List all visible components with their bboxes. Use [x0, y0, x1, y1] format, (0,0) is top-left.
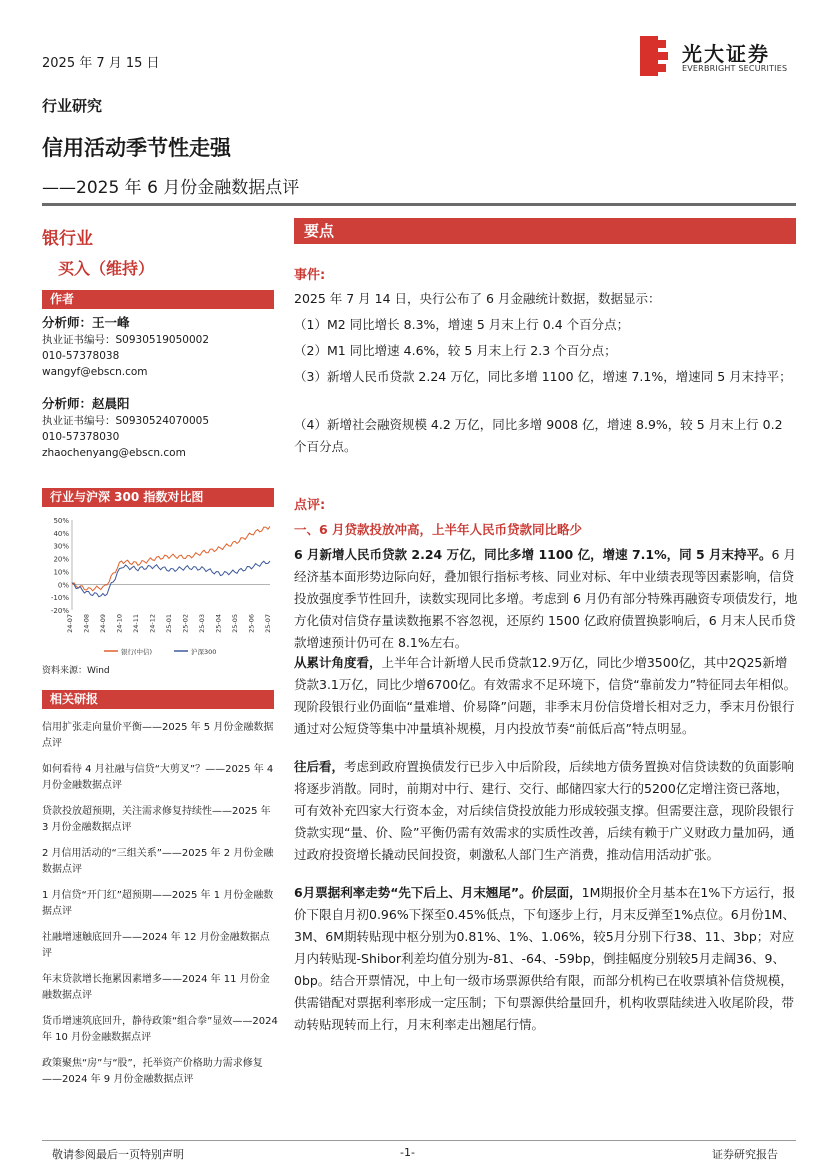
related-reports-list: [42, 720, 278, 1098]
y-tick-label: 10%: [53, 568, 69, 577]
x-tick-label: 25-05: [231, 614, 239, 633]
chart-source: 资料来源：Wind: [42, 666, 110, 676]
paragraph-4-lead: 6月票据利率走势“先下后上、月末翘尾”。价层面，: [294, 885, 582, 900]
related-report-link[interactable]: 货币增速筑底回升，静待政策“组合拳”显效——2024 年 10 月份金融数据点评: [42, 1016, 278, 1043]
x-tick-label: 25-04: [214, 614, 223, 633]
x-tick-label: 25-06: [247, 614, 256, 633]
everbright-logo-icon: [640, 36, 670, 76]
y-tick-label: 30%: [53, 542, 69, 551]
paragraph-1-body: 6 月经济基本面形势边际向好，叠加银行指标考核、同业对标、年中业绩表现等因素影响，信贷投放强度季节性回升，读数实现同比多增。考虑到 6 月仍有部分特殊再融资专项债发行，地方化债对信贷存量读数拖累不容忽视，还原约 1500 亿政府债置换影响后，6 月末人民币贷款增速预计仍可在 8.1%左右。: [294, 547, 798, 650]
event-label: 事件:: [294, 268, 326, 283]
page-subtitle: ——2025 年 6 月份金融数据点评: [42, 178, 300, 198]
paragraph-3-lead: 往后看，: [294, 759, 345, 774]
related-report-link[interactable]: 如何看待 4 月社融与信贷“大剪叉”？——2025 年 4 月份金融数据点评: [42, 764, 274, 791]
y-tick-label: -10%: [50, 594, 69, 603]
chart-section-header: 行业与沪深 300 指数对比图: [42, 488, 274, 507]
legend-label: 沪深300: [191, 648, 217, 656]
paragraph-2-lead: 从累计角度看，: [294, 655, 382, 670]
analyst-email[interactable]: wangyf@ebscn.com: [42, 366, 148, 378]
x-tick-label: 24-07: [66, 614, 74, 633]
paragraph-2: [294, 652, 798, 740]
legend-label: 银行(中信): [121, 648, 153, 656]
related-report-link[interactable]: 1 月信贷“开门红”超预期——2025 年 1 月份金融数据点评: [42, 890, 274, 917]
paragraph-3-body: 考虑到政府置换债发行已步入中后阶段，后续地方债务置换对信贷读数的负面影响将逐步消散。同时，前期对中行、建行、交行、邮储四家大行的5200亿定增注资已落地，可有效补充四家大行资本金，对后续信贷投放能力形成较强支撑。但需要注意，现阶段银行贷款实现“量、价、险”平衡仍需有效需求的实质性改善，后续有赖于广义财政力量加码，通过政府投资增长撬动民间投资，刺激私人部门生产消费，推动信用活动扩张。: [294, 759, 795, 862]
related-report-link[interactable]: 2 月信用活动的“三组关系”——2025 年 2 月份金融数据点评: [42, 848, 274, 875]
index-comparison-chart: [42, 512, 274, 660]
x-tick-label: 25-03: [198, 614, 206, 633]
footer-report-label: 证券研究报告: [712, 1148, 778, 1161]
related-section-header: 相关研报: [42, 690, 274, 709]
x-tick-label: 24-11: [132, 614, 140, 633]
related-report-link[interactable]: 社融增速触底回升——2024 年 12 月份金融数据点评: [42, 932, 270, 959]
event-intro: 2025 年 7 月 14 日，央行公布了 6 月金融统计数据，数据显示：: [294, 291, 661, 306]
event-item: （3）新增人民币贷款 2.24 万亿，同比多增 1100 亿，增速 7.1%，增速同 5 月末持平；: [294, 369, 792, 384]
report-type: 行业研究: [42, 97, 103, 115]
related-report-link[interactable]: 贷款投放超预期，关注需求修复持续性——2025 年 3 月份金融数据点评: [42, 806, 271, 833]
y-tick-label: 50%: [53, 517, 69, 525]
related-report-link[interactable]: 年末贷款增长拖累因素增多——2024 年 11 月份金融数据点评: [42, 974, 270, 1001]
x-tick-label: 25-02: [181, 614, 190, 633]
analyst-cert: 执业证书编号：S0930519050002: [42, 334, 210, 346]
analyst-phone: 010-57378038: [42, 350, 120, 362]
paragraph-2-body: 上半年合计新增人民币贷款12.9万亿，同比少增3500亿，其中2Q25新增贷款3.1万亿，同比少增6700亿。有效需求不足环境下，信贷“靠前发力”特征同去年相似。现阶段银行业仍面临“量难增、价易降”问题，非季末月份信贷增长相对乏力，季末月份银行通过对公短贷等集中冲量填补规模，月内投放节奏“前低后高”特点明显。: [294, 655, 797, 736]
section-heading: 一、6 月贷款投放冲高，上半年人民币贷款同比略少: [294, 522, 583, 537]
industry-name: 银行业: [42, 229, 93, 249]
x-tick-label: 25-01: [165, 614, 173, 633]
analyst-cert: 执业证书编号：S0930524070005: [42, 415, 210, 427]
event-item: （1）M2 同比增长 8.3%，增速 5 月末上行 0.4 个百分点；: [294, 317, 630, 332]
event-item: （2）M1 同比增速 4.6%，较 5 月末上行 2.3 个百分点；: [294, 343, 617, 358]
logo-chinese-name: 光大证券: [682, 42, 770, 66]
y-tick-label: 40%: [53, 529, 69, 538]
related-report-link[interactable]: 政策聚焦“房”与“股”，托举资产价格助力需求修复——2024 年 9 月份金融数据点评: [42, 1058, 263, 1085]
series-line-1: [72, 561, 270, 597]
paragraph-1-lead: 6 月新增人民币贷款 2.24 万亿，同比多增 1100 亿，增速 7.1%，同 5 月末持平。: [294, 547, 772, 562]
rating-badge: 买入（维持）: [58, 259, 155, 278]
chart-canvas: [42, 512, 274, 660]
y-tick-label: 20%: [53, 555, 69, 564]
analyst-card: [42, 314, 209, 380]
x-tick-label: 24-10: [115, 614, 124, 633]
analyst-email[interactable]: zhaochenyang@ebscn.com: [42, 447, 186, 459]
report-date: 2025 年 7 月 15 日: [42, 56, 160, 71]
footer-divider: [42, 1140, 796, 1141]
y-tick-label: -20%: [50, 607, 69, 615]
x-tick-label: 24-08: [82, 614, 91, 633]
page-title: 信用活动季节性走强: [42, 136, 231, 160]
analyst-name: 分析师：王一峰: [42, 315, 130, 330]
paragraph-3: [294, 756, 798, 866]
keypoints-header: 要点: [294, 218, 796, 244]
x-tick-label: 24-09: [99, 614, 107, 633]
author-section-header: 作者: [42, 290, 274, 309]
x-tick-label: 24-12: [148, 614, 157, 633]
event-item: （4）新增社会融资规模 4.2 万亿，同比多增 9008 亿，增速 8.9%，较 5 月末上行 0.2 个百分点。: [294, 417, 783, 454]
analyst-phone: 010-57378030: [42, 431, 120, 443]
comment-label: 点评:: [294, 498, 326, 513]
series-line-0: [72, 526, 270, 590]
logo-english-name: EVERBRIGHT SECURITIES: [682, 64, 788, 73]
paragraph-1: [294, 544, 798, 654]
footer-disclaimer: 敬请参阅最后一页特别声明: [52, 1148, 184, 1161]
y-tick-label: 0%: [57, 581, 69, 590]
paragraph-4-body: 1M期报价全月基本在1%下方运行，报价下限自月初0.96%下探至0.45%低点，下旬逐步上行，月末反弹至1%点位。6月份1M、3M、6M期转贴现中枢分别为0.81%、1%、1.06%，较5月分别下行38、11、3bp；对应月内转贴现-Shibor利差均值分别为-81、-64、-59bp，倒挂幅度分别较5月走阔36、9、0bp。结合开票情况，中上旬一级市场票源供给有限，而部分机构已在收票填补信贷规模，供需错配对票据利率形成一定压制；下旬票源供给量回升，机构收票陆续进入收尾阶段，带动转贴现转而上行，月末利率走出翘尾行情。: [294, 885, 796, 1032]
company-logo: [640, 36, 790, 80]
related-report-link[interactable]: 信用扩张走向量价平衡——2025 年 5 月份金融数据点评: [42, 722, 274, 749]
paragraph-4: [294, 882, 798, 1036]
analyst-card: [42, 395, 209, 461]
page-number: -1-: [400, 1146, 415, 1159]
header-divider: [42, 203, 796, 206]
analyst-name: 分析师：赵晨阳: [42, 396, 130, 411]
x-tick-label: 25-07: [264, 614, 272, 633]
